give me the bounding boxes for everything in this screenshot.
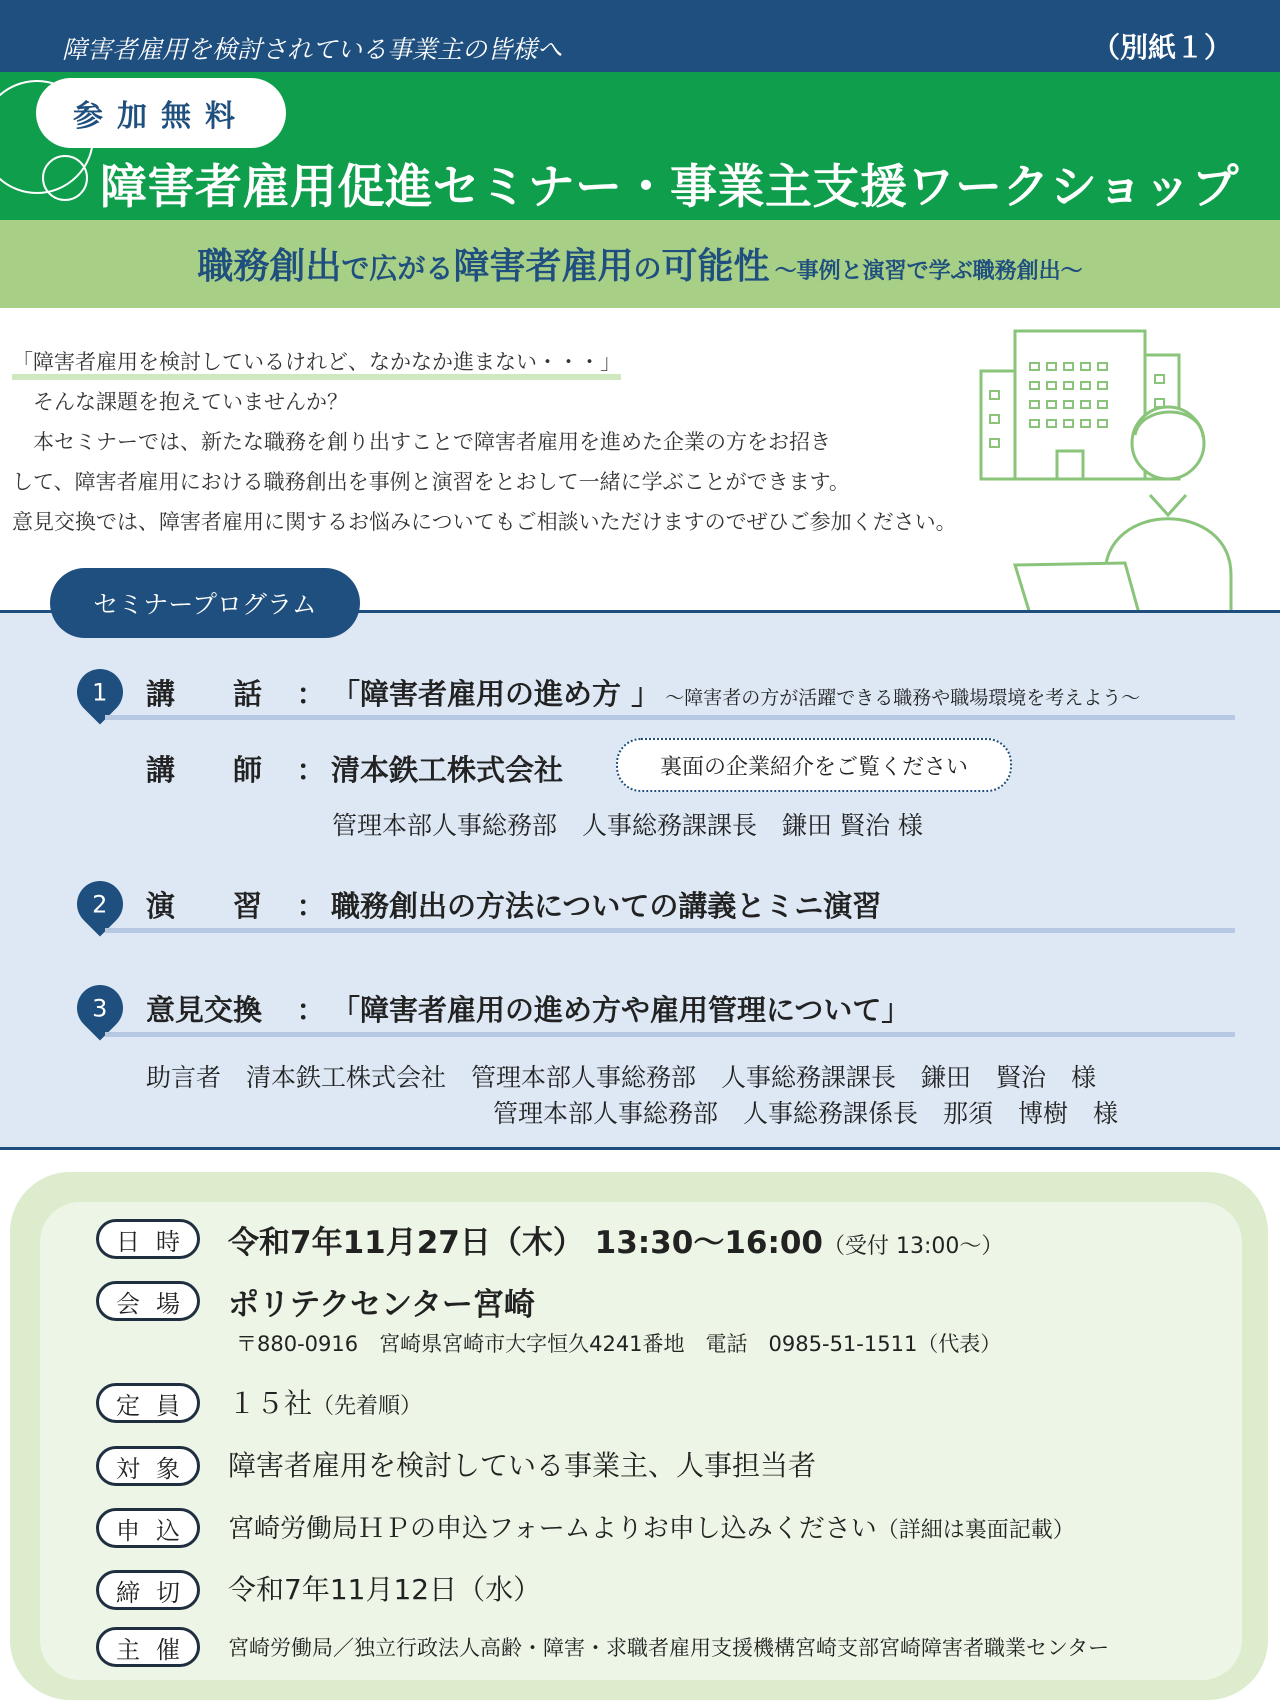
number-badge-label: 1 bbox=[92, 678, 108, 706]
program-item-note: ～障害者の方が活躍できる職務や職場環境を考えよう～ bbox=[665, 687, 1141, 709]
audience-text: 障害者雇用を検討されている事業主の皆様へ bbox=[62, 35, 563, 64]
intro-text bbox=[12, 342, 957, 542]
divider bbox=[105, 1032, 1235, 1037]
lecturer-detail: 管理本部人事総務部 人事総務課課長 鎌田 賢治 様 bbox=[332, 811, 923, 840]
subtitle-part: で広がる bbox=[341, 252, 454, 285]
program-item bbox=[146, 884, 881, 925]
info-label-deadline: 締切 bbox=[96, 1570, 200, 1610]
info-label-apply: 申込 bbox=[96, 1508, 200, 1548]
info-organizer: 宮崎労働局／独立行政法人高齢・障害・求職者雇用支援機構宮崎支部宮崎障害者職業センター bbox=[228, 1636, 1110, 1660]
program-item-title: 職務創出の方法についての講義とミニ演習 bbox=[331, 889, 882, 923]
info-venue-address: 〒880-0916 宮崎県宮崎市大字恒久4241番地 電話 0985-51-1511（代表） bbox=[236, 1332, 1002, 1356]
subtitle-tagline: ～事例と演習で学ぶ職務創出～ bbox=[774, 259, 1083, 284]
number-badge-label: 2 bbox=[92, 890, 108, 918]
info-label-date: 日時 bbox=[96, 1219, 200, 1259]
subtitle-part: の bbox=[633, 252, 662, 285]
lecturer-company: 清本鉄工株式会社 bbox=[331, 753, 564, 787]
colon: ： bbox=[296, 993, 326, 1027]
intro-line: そんな課題を抱えていませんか？ bbox=[12, 390, 348, 414]
program-item bbox=[146, 988, 910, 1029]
office-worker-illustration bbox=[975, 325, 1235, 645]
intro-line: して、障害者雇用における職務創出を事例と演習をとおして一緒に学ぶことができます。 bbox=[12, 470, 850, 494]
info-label-capacity: 定員 bbox=[96, 1383, 200, 1423]
program-tab: セミナープログラム bbox=[50, 568, 360, 638]
info-capacity-note: （先着順） bbox=[312, 1394, 423, 1419]
info-label-organizer: 主催 bbox=[96, 1627, 200, 1667]
info-label-venue: 会場 bbox=[96, 1281, 200, 1321]
annex-label: （別紙１） bbox=[1092, 31, 1233, 64]
info-date-note: （受付 13:00～） bbox=[823, 1234, 1004, 1259]
header-bar bbox=[0, 0, 1280, 72]
lecturer-label: 講 師 bbox=[146, 753, 263, 787]
info-date bbox=[228, 1217, 1003, 1262]
program-item-label: 意見交換 bbox=[146, 993, 263, 1027]
colon: ： bbox=[296, 677, 326, 711]
program-item-title: 「障害者雇用の進め方や雇用管理について」 bbox=[331, 993, 911, 1027]
subtitle-part: 可能性 bbox=[661, 246, 770, 287]
info-apply-note: （詳細は裏面記載） bbox=[876, 1518, 1075, 1543]
info-label-target: 対象 bbox=[96, 1446, 200, 1486]
info-capacity-value: １５社 bbox=[228, 1387, 313, 1420]
subtitle-part: 職務創出 bbox=[197, 246, 342, 287]
event-info-panel bbox=[40, 1202, 1242, 1680]
program-item-label: 講 話 bbox=[146, 677, 263, 711]
intro-line: 本セミナーでは、新たな職務を創り出すことで障害者雇用を進めた企業の方をお招き bbox=[12, 430, 831, 454]
program-item-title: 「障害者雇用の進め方 」 bbox=[331, 677, 661, 711]
info-capacity bbox=[228, 1382, 422, 1422]
intro-line: 意見交換では、障害者雇用に関するお悩みについてもご相談いただけますのでぜひご参加ください。 bbox=[12, 510, 957, 534]
program-item-label: 演 習 bbox=[146, 889, 263, 923]
info-apply bbox=[228, 1508, 1075, 1545]
divider bbox=[105, 715, 1235, 720]
divider bbox=[105, 928, 1235, 933]
free-badge: 参加無料 bbox=[36, 78, 286, 148]
lecturer-row bbox=[146, 748, 563, 789]
info-target: 障害者雇用を検討している事業主、人事担当者 bbox=[228, 1449, 817, 1482]
main-title: 障害者雇用促進セミナー・事業主支援ワークショップ bbox=[100, 160, 1240, 215]
subtitle bbox=[0, 238, 1280, 289]
subtitle-part: 障害者雇用 bbox=[453, 246, 634, 287]
number-badge-label: 3 bbox=[92, 994, 108, 1022]
program-item bbox=[146, 672, 1140, 713]
info-venue: ポリテクセンター宮崎 bbox=[228, 1287, 535, 1323]
colon: ： bbox=[296, 753, 326, 787]
info-deadline: 令和7年11月12日（水） bbox=[228, 1573, 542, 1606]
info-date-value: 令和7年11月27日（木） 13:30～16:00 bbox=[228, 1225, 823, 1261]
advisor-line: 助言者 清本鉄工株式会社 管理本部人事総務部 人事総務課課長 鎌田 賢治 様 bbox=[146, 1063, 1097, 1092]
company-reference-note: 裏面の企業紹介をご覧ください bbox=[616, 738, 1012, 792]
decorative-small-circle-icon bbox=[42, 155, 88, 201]
info-apply-value: 宮崎労働局ＨＰの申込フォームよりお申し込みください bbox=[228, 1514, 877, 1544]
colon: ： bbox=[296, 889, 326, 923]
advisor-line: 管理本部人事総務部 人事総務課係長 那須 博樹 様 bbox=[493, 1099, 1119, 1128]
intro-line: 「障害者雇用を検討しているけれど、なかなか進まない・・・」 bbox=[12, 350, 621, 380]
